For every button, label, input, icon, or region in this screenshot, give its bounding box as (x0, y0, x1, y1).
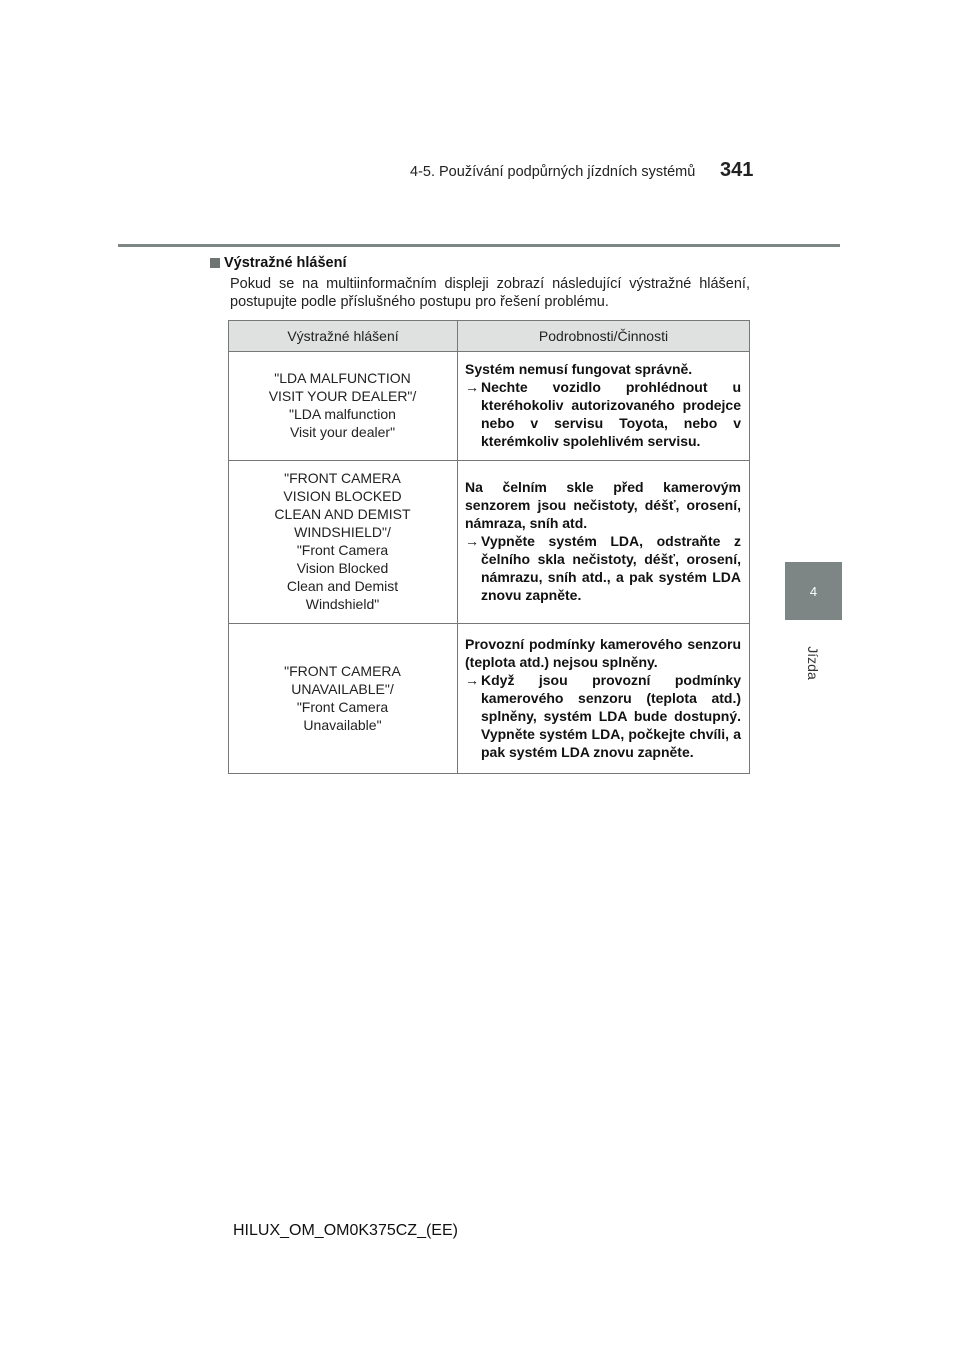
action-step (465, 671, 741, 761)
chapter-title: 4-5. Používání podpůrných jízdních systémů (410, 164, 696, 180)
column-header-detail: Podrobnosti/Činnosti (458, 321, 750, 352)
arrow-right-icon: → (465, 671, 479, 688)
message-line: "FRONT CAMERA (284, 470, 401, 486)
detail-text: Systém nemusí fungovat správně. (465, 361, 693, 377)
message-line: CLEAN AND DEMIST (274, 506, 411, 522)
message-line: "FRONT CAMERA (284, 662, 401, 679)
action-step-text: Nechte vozidlo prohlédnout u kteréhokoliv autorizovaného prodejce nebo v servisu Toyota, nebo v kterémkoliv spolehlivém servisu. (481, 379, 741, 449)
chapter-tab[interactable] (785, 562, 842, 620)
message-line: WINDSHIELD"/ (294, 524, 391, 540)
section-heading-text: Výstražné hlášení (224, 255, 347, 271)
chapter-tab-number: 4 (809, 583, 818, 599)
column-header-message: Výstražné hlášení (229, 321, 458, 352)
chapter-tab-label: Jízda (805, 646, 821, 680)
message-line: Windshield" (305, 596, 380, 612)
section-heading (210, 255, 750, 271)
document-code: HILUX_OM_OM0K375CZ_(EE) (233, 1222, 458, 1239)
message-line: VISIT YOUR DEALER"/ (268, 388, 417, 404)
message-line: Visit your dealer" (289, 424, 396, 440)
warning-message-cell (229, 352, 458, 461)
action-step-text: Když jsou provozní podmínky kamerového senzoru (teplota atd.) splněny, systém LDA bude dostupný. Vypněte systém LDA, počkejte chvíli, a pak systém LDA znovu zapněte. (481, 671, 741, 760)
detail-text: Provozní podmínky kamerového senzoru (teplota atd.) nejsou splněny. (465, 635, 741, 670)
action-step-text: Vypněte systém LDA, odstraňte z čelního skla nečistoty, déšť, orosení, námrazu, sníh atd., a pak systém LDA znovu zapněte. (481, 533, 741, 603)
page-number: 341 (720, 159, 754, 181)
header-divider (118, 244, 840, 247)
message-line: Vision Blocked (296, 560, 389, 576)
detail-cell (458, 624, 750, 774)
message-line: "Front Camera (296, 542, 389, 558)
message-line: "LDA MALFUNCTION (274, 370, 411, 386)
warning-section (210, 255, 750, 311)
warning-table (228, 320, 750, 774)
message-line: UNAVAILABLE"/ (291, 680, 394, 697)
message-line: Clean and Demist (286, 578, 399, 594)
table-row (229, 624, 750, 774)
square-bullet-icon (210, 258, 220, 268)
action-step (465, 532, 741, 604)
message-line: "LDA malfunction (289, 406, 396, 422)
detail-text: Na čelním skle před kamerovým senzorem jsou nečistoty, déšť, orosení, námraza, sníh atd. (465, 479, 741, 531)
warning-message-cell (229, 624, 458, 774)
section-intro: Pokud se na multiinformačním displeji zobrazí následující výstražné hlášení, postupujte podle příslušného postupu pro řešení problému. (230, 276, 750, 310)
message-line: "Front Camera (296, 698, 389, 715)
message-line: VISION BLOCKED (283, 488, 402, 504)
message-line: Unavailable" (303, 716, 382, 733)
action-step (465, 378, 741, 450)
table-header-row (229, 321, 750, 352)
arrow-right-icon: → (465, 379, 479, 395)
detail-cell (458, 461, 750, 624)
table-row (229, 352, 750, 461)
warning-message-cell (229, 461, 458, 624)
arrow-right-icon: → (465, 533, 479, 549)
detail-cell (458, 352, 750, 461)
table-row (229, 461, 750, 624)
